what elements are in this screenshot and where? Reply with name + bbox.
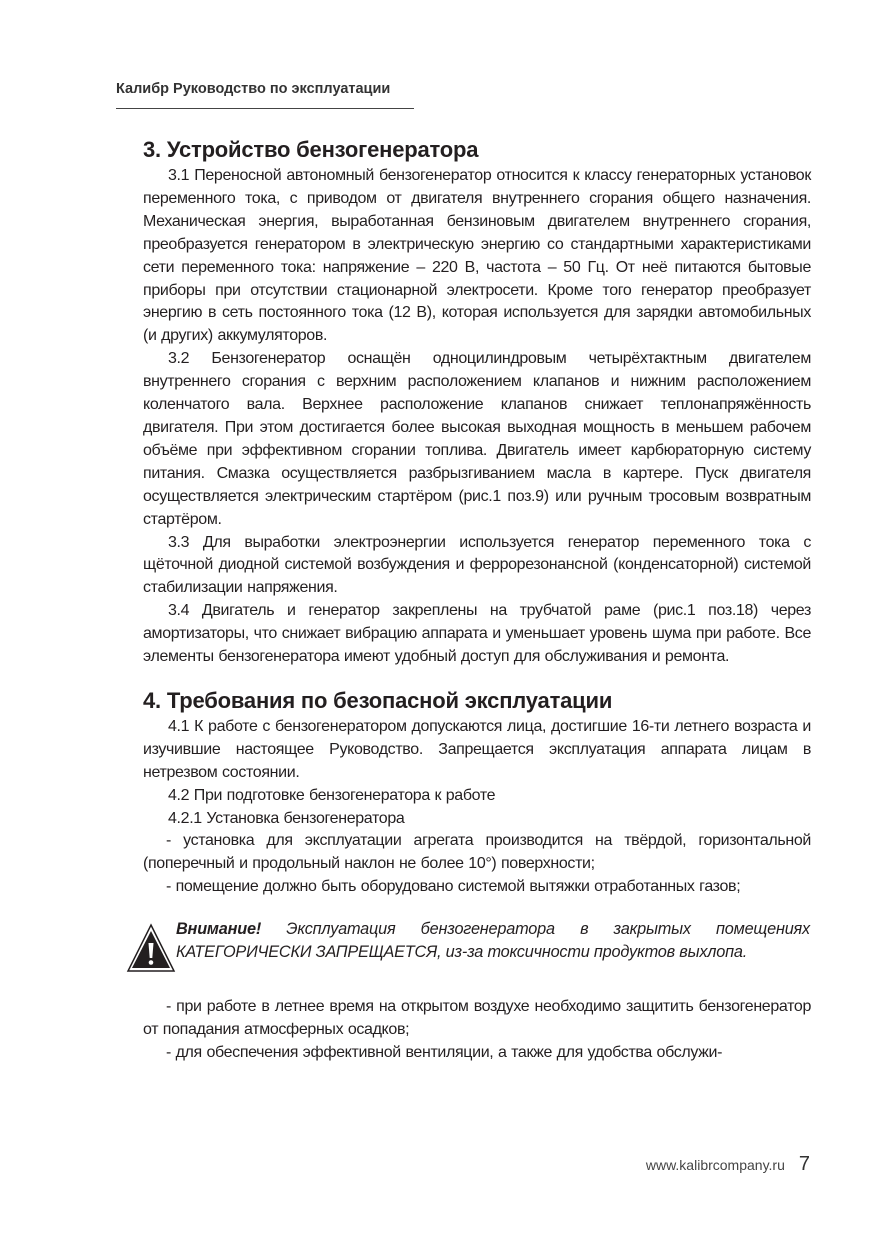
paragraph-4-1: 4.1 К работе с бензогенератором допускаются лица, достигшие 16-ти летнего возраста и изучившие настоящее Руководство. Запрещается эксплуатация аппарата лицам в нетрезвом состоянии. — [143, 717, 811, 781]
section-gap — [143, 669, 811, 686]
section-4-title: 4. Требования по безопасной эксплуатации — [143, 687, 613, 713]
list-item-ventilation: - помещение должно быть оборудовано системой вытяжки отработанных газов; — [166, 878, 741, 896]
footer-website: www.kalibrcompany.ru — [645, 1157, 785, 1173]
list-item-weather: - при работе в летнее время на открытом воздухе необходимо защитить бензогенератор от попадания атмосферных осадков; — [143, 998, 811, 1039]
section-3-title: 3. Устройство бензогенератора — [143, 137, 479, 162]
paragraph-3-4: 3.4 Двигатель и генератор закреплены на трубчатой раме (рис.1 поз.18) через амортизаторы, что снижает вибрацию аппарата и уменьшает уровень шума при работе. Все элементы бензогенератора имеют удобный доступ для обслуживания и ремонта. — [143, 602, 811, 666]
paragraph-4-2: 4.2 При подготовке бензогенератора к работе — [168, 786, 496, 804]
page-footer — [646, 1153, 810, 1176]
warning-triangle-icon — [126, 923, 176, 975]
page-number: 7 — [798, 1153, 810, 1175]
running-header: Калибр Руководство по эксплуатации — [116, 81, 391, 97]
paragraph-3-3: 3.3 Для выработки электроэнергии используется генератор переменного тока с щёточной диодной системой возбуждения и феррорезонансной (конденсаторной) системой стабилизации напряжения. — [143, 533, 811, 597]
paragraph-3-1: 3.1 Переносной автономный бензогенератор относится к классу генераторных установок переменного тока, с приводом от двигателя внутреннего сгорания общего назначения. Механическая энергия, выработанная бензиновым двигателем внутреннего сгорания, преобразуется генератором в электрическую энергию со стандартными характеристиками сети переменного тока: напряжение – 220 В, частота – 50 Гц. От неё питаются бытовые приборы при отсутствии стационарной электросети. Кроме того генератор преобразует энергию в сеть постоянного тока (12 В), которая используется для зарядки автомобильных (и других) аккумуляторов. — [143, 167, 811, 345]
list-item-surface: - установка для эксплуатации агрегата производится на твёрдой, горизонтальной (поперечный и продольный наклон не более 10°) поверхности; — [143, 832, 811, 873]
page-content — [143, 135, 811, 1065]
paragraph-3-2: 3.2 Бензогенератор оснащён одноцилиндровым четырёхтактным двигателем внутреннего сгорания с верхним расположением клапанов и нижним расположением коленчатого вала. Верхнее расположение клапанов снижает теплонапряжённость двигателя. При этом достигается более высокая выходная мощность в меньшем рабочем объёме при эффективном сгорании топлива. Двигатель имеет карбюраторную систему питания. Смазка осуществляется разбрызгиванием масла в картере. Пуск двигателя осуществляется электрическим стартёром (рис.1 поз.9) или ручным тросовым возвратным стартёром. — [143, 350, 811, 528]
warning-notice — [126, 918, 811, 975]
list-item-service: - для обеспечения эффективной вентиляции, а также для удобства обслужи- — [166, 1044, 723, 1061]
warning-label: Внимание! — [176, 920, 262, 939]
warning-message: Эксплуатация бензогенератора в закрытых помещениях КАТЕГОРИЧЕСКИ ЗАПРЕЩАЕТСЯ, из-за токсичности продуктов выхлопа. — [176, 920, 810, 962]
warning-text — [176, 918, 810, 964]
paragraph-4-2-1: 4.2.1 Установка бензогенератора — [168, 809, 405, 827]
header-divider — [116, 108, 414, 109]
